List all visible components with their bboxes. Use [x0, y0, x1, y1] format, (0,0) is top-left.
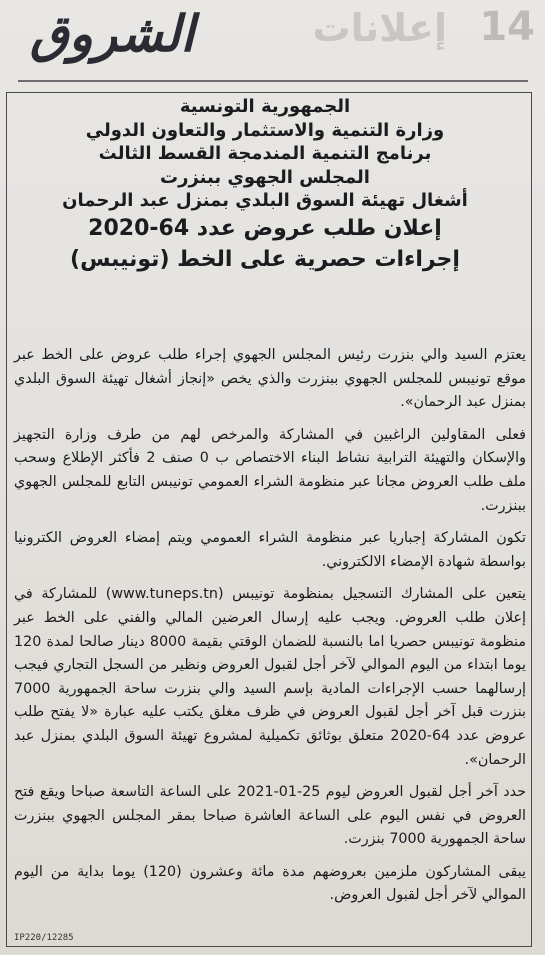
paragraph-eligibility: فعلى المقاولين الراغبين في المشاركة والمرخص لهم من طرف وزارة التجهيز والإسكان والتهيئة الترابية نشاط البناء الاختصاص ب 0 صنف 2 فأكثر الإطلاع وسحب ملف طلب العروض مجانا عبر منظومة الشراء العمومي تونيبس التابع للمجلس الجهوي ببنزرت. [14, 426, 526, 514]
project-line: أشغال تهيئة السوق البلدي بمنزل عبد الرحمان [62, 190, 468, 211]
paragraph-participation: تكون المشاركة إجباريا عبر منظومة الشراء العمومي ويتم إمضاء العروض الكترونيا بواسطة شهادة الإمضاء الالكتروني. [14, 530, 526, 570]
page-number: 14 [479, 4, 535, 50]
republic-line: الجمهورية التونسية [179, 96, 351, 117]
newspaper-logo: الشروق [30, 4, 195, 63]
notice-title: إعلان طلب عروض عدد 64-2020 [88, 215, 442, 241]
paragraph-validity: يبقى المشاركون ملزمين بعروضهم مدة مائة وعشرون (120) يوما بداية من اليوم الموالي لآخر أجل لقبول العروض. [14, 863, 526, 904]
notice-header [20, 95, 510, 275]
ip-code: IP220/12285 [14, 933, 74, 943]
section-title: إعلانات [312, 6, 447, 50]
ministry-line: وزارة التنمية والاستثمار والتعاون الدولي [85, 119, 445, 141]
notice-body [14, 344, 526, 908]
paragraph-registration: يتعين على المشارك التسجيل بمنظومة تونيبس (www.tuneps.tn) للمشاركة في إعلان طلب العروض. ويجب عليه إرسال العرضين المالي والفني على الخط عبر منظومة تونيبس حصريا اما بالنسبة للضمان الوقتي بقيمة 8000 دينار صالحا لمدة 120 يوما ابتداء من اليوم الموالي لآخر أجل لقبول العروض ونظير من السجل التجاري فيجب إرسالهما حسب الإجراءات المادية بإسم السيد والي بنزرت ساحة الجمهورية 7000 بنزرت قبل آخر أجل لقبول العروض في ظرف مغلق يكتب عليه عبارة «لا يفتح طلب عروض عدد 64-2020 متعلق بوثائق تكميلية لمشروع تهيئة السوق البلدي بمنزل عبد الرحمان». [14, 586, 526, 768]
header-divider [18, 80, 528, 82]
notice-subtitle: إجراءات حصرية على الخط (تونيبس) [70, 246, 460, 272]
council-line: المجلس الجهوي ببنزرت [160, 166, 370, 188]
program-line: برنامج التنمية المندمجة القسط الثالث [98, 143, 432, 164]
paragraph-intro: يعتزم السيد والي بنزرت رئيس المجلس الجهوي إجراء طلب عروض على الخط عبر موقع تونيبس للمجلس الجهوي ببنزرت والذي يخص «إنجاز أشغال تهيئة السوق البلدي بمنزل عبد الرحمان». [14, 347, 526, 411]
paragraph-deadline: حدد آخر أجل لقبول العروض ليوم 25-01-2021 على الساعة التاسعة صباحا ويقع فتح العروض في نفس اليوم على الساعة العاشرة صباحا بمقر المجلس الجهوي ببنزرت ساحة الجمهورية 7000 بنزرت. [14, 784, 527, 848]
masthead [0, 0, 545, 88]
